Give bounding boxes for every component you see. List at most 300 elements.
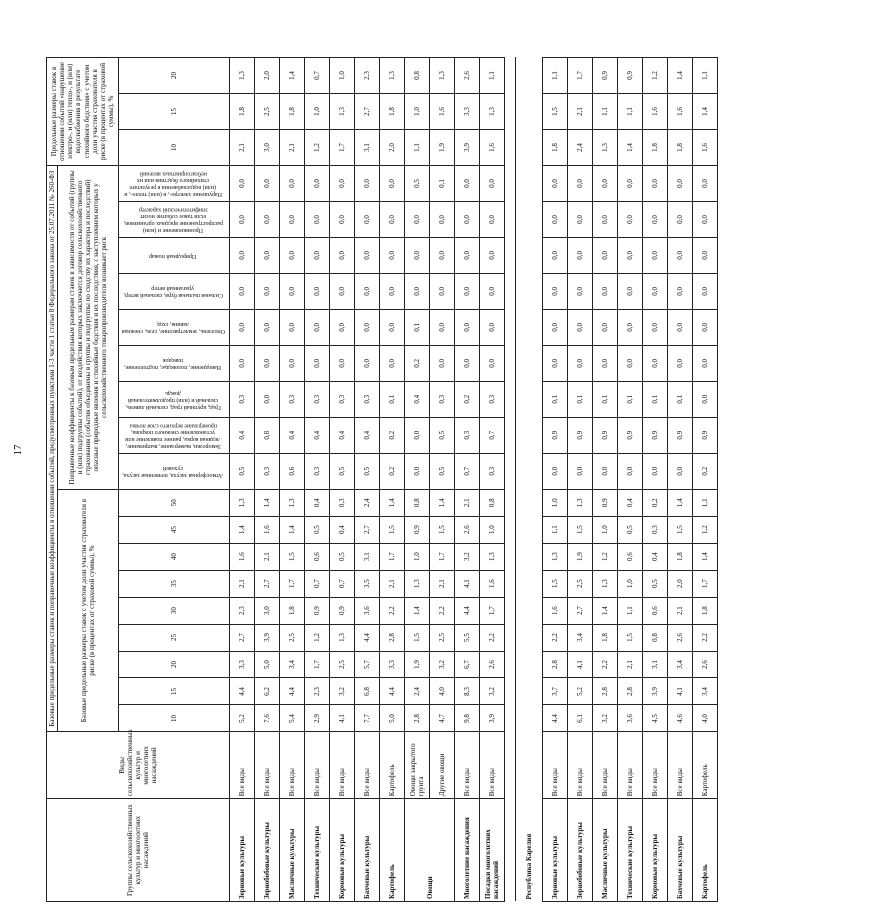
base-rate-cell: 0,7 (305, 570, 330, 597)
crop-group: Картофель (693, 799, 718, 902)
coef-cell: 0,0 (405, 417, 430, 453)
coef-cell: 0,0 (480, 309, 505, 345)
right-rate-cell: 1,1 (405, 130, 430, 166)
base-rate-cell: 2,8 (380, 624, 405, 651)
crop-group: Технические культуры (305, 799, 330, 902)
coef-cell: 0,0 (455, 166, 480, 202)
coef-cell: 0,0 (230, 345, 255, 381)
crop-kind: Все виды (455, 732, 480, 799)
header-coef-col (119, 453, 230, 489)
right-rate-cell: 1,7 (568, 58, 593, 94)
base-rate-cell: 1,5 (618, 624, 643, 651)
base-rate-cell: 2,8 (618, 678, 643, 705)
base-rate-cell: 1,2 (593, 543, 618, 570)
crop-group: Зерновые культуры (230, 799, 255, 902)
base-rate-cell: 1,2 (305, 624, 330, 651)
right-rate-cell: 3,9 (455, 130, 480, 166)
right-rate-cell: 1,8 (380, 94, 405, 130)
base-rate-cell: 0,3 (330, 489, 355, 516)
coef-cell: 0,0 (280, 273, 305, 309)
coef-cell: 0,0 (430, 345, 455, 381)
crop-kind: Все виды (480, 732, 505, 799)
base-rate-cell: 4,1 (455, 570, 480, 597)
table-row (480, 58, 505, 902)
coef-cell: 0,0 (430, 201, 455, 237)
crop-kind: Все виды (230, 732, 255, 799)
coef-cell: 0,0 (593, 309, 618, 345)
base-rate-cell: 0,9 (330, 597, 355, 624)
base-rate-cell: 2,1 (230, 570, 255, 597)
header-coef-col (119, 345, 230, 381)
crop-group: Посадки многолетних насаждений (480, 799, 505, 902)
base-rate-cell: 4,4 (230, 678, 255, 705)
right-rate-cell: 2,0 (255, 58, 280, 94)
base-rate-cell: 3,9 (255, 624, 280, 651)
table-row (330, 58, 355, 902)
header-coef-col (119, 237, 230, 273)
coef-cell: 0,2 (405, 345, 430, 381)
base-rate-cell: 2,1 (668, 597, 693, 624)
right-rate-cell: 1,7 (330, 130, 355, 166)
coef-cell: 0,0 (668, 309, 693, 345)
crop-kind: Другие овощи (430, 732, 455, 799)
coef-cell: 0,0 (330, 201, 355, 237)
crop-kind: Картофель (693, 732, 718, 799)
right-rate-cell: 1,4 (280, 58, 305, 94)
base-rate-cell: 0,9 (593, 489, 618, 516)
base-rate-cell: 2,6 (693, 651, 718, 678)
coef-cell: 0,0 (255, 273, 280, 309)
coef-cell: 0,0 (480, 166, 505, 202)
header-share-50: 50 (119, 489, 230, 516)
coef-cell: 0,0 (568, 237, 593, 273)
coef-cell: 0,9 (618, 417, 643, 453)
coef-cell: 0,0 (543, 453, 568, 489)
base-rate-cell: 1,3 (330, 624, 355, 651)
base-rate-cell: 1,7 (280, 570, 305, 597)
base-rate-cell: 0,6 (305, 543, 330, 570)
right-rate-cell: 1,1 (543, 58, 568, 94)
base-rate-cell: 2,8 (405, 705, 430, 732)
right-rate-cell: 1,3 (380, 58, 405, 94)
crop-kind: Все виды (255, 732, 280, 799)
coef-cell: 0,0 (643, 237, 668, 273)
coef-cell: 0,7 (455, 453, 480, 489)
coef-cell: 0,0 (330, 309, 355, 345)
base-rate-cell: 0,8 (405, 489, 430, 516)
coef-cell: 0,0 (668, 345, 693, 381)
header-share-25: 25 (119, 624, 230, 651)
right-rate-cell: 1,4 (693, 94, 718, 130)
base-rate-cell: 1,5 (668, 516, 693, 543)
coef-cell: 0,0 (380, 201, 405, 237)
base-rate-cell: 3,3 (230, 651, 255, 678)
header-coef-col-label: Заморозки, вымерзание, выпревание, ледяная корка, раннее появление или установление снежного покрова, промерзание верхнего слоя почвы (125, 422, 221, 450)
header-coef-col (119, 417, 230, 453)
coef-cell: 0,0 (643, 201, 668, 237)
base-rate-cell: 0,3 (643, 516, 668, 543)
coef-cell: 0,3 (430, 381, 455, 417)
coef-cell: 0,0 (380, 166, 405, 202)
coef-cell: 0,0 (618, 166, 643, 202)
coef-cell: 0,0 (480, 345, 505, 381)
coef-cell: 0,0 (230, 201, 255, 237)
base-rate-cell: 3,2 (593, 705, 618, 732)
right-rate-cell: 1,6 (693, 130, 718, 166)
coef-cell: 0,0 (618, 201, 643, 237)
base-rate-cell: 2,2 (543, 624, 568, 651)
base-rate-cell: 4,0 (693, 705, 718, 732)
base-rate-cell: 1,4 (668, 489, 693, 516)
table-row (405, 58, 430, 902)
base-rate-cell: 3,7 (543, 678, 568, 705)
coef-cell: 0,0 (430, 309, 455, 345)
right-rate-cell: 1,3 (480, 94, 505, 130)
coef-cell: 0,6 (280, 453, 305, 489)
base-rate-cell: 1,1 (693, 489, 718, 516)
crop-kind: Все виды (543, 732, 568, 799)
coef-cell: 0,1 (668, 381, 693, 417)
right-rate-cell: 2,6 (455, 58, 480, 94)
base-rate-cell: 4,4 (355, 624, 380, 651)
coef-cell: 0,0 (643, 345, 668, 381)
coef-cell: 0,0 (455, 201, 480, 237)
coef-cell: 0,0 (480, 273, 505, 309)
crop-group: Зерновые культуры (543, 799, 568, 902)
header-coef-col-label: Нарушение электро-, и (или) тепло-, и (или) водоснабжения в результате стихийного бедствия или их неблагоприятных явлений (124, 170, 222, 198)
coef-cell: 0,0 (455, 345, 480, 381)
base-rate-cell: 1,8 (280, 597, 305, 624)
base-rate-cell: 1,5 (380, 516, 405, 543)
base-rate-cell: 2,3 (230, 597, 255, 624)
crop-group: Картофель (380, 799, 405, 902)
coef-cell: 0,0 (593, 237, 618, 273)
table-row (643, 58, 668, 902)
coef-cell: 0,0 (643, 166, 668, 202)
base-rate-cell: 1,0 (480, 516, 505, 543)
table-row (593, 58, 618, 902)
coef-cell: 0,9 (693, 417, 718, 453)
base-rate-cell: 2,6 (480, 651, 505, 678)
coef-cell: 0,5 (430, 417, 455, 453)
base-rate-cell: 1,0 (405, 543, 430, 570)
base-rate-cell: 1,5 (543, 570, 568, 597)
coef-cell: 0,0 (330, 166, 355, 202)
coef-cell: 0,0 (618, 309, 643, 345)
coef-cell: 0,1 (618, 381, 643, 417)
base-rate-cell: 1,7 (430, 543, 455, 570)
right-rate-cell: 0,9 (593, 58, 618, 94)
base-rate-cell: 1,4 (230, 516, 255, 543)
base-rate-cell: 1,6 (480, 570, 505, 597)
rates-table (46, 57, 718, 902)
coef-cell: 0,4 (405, 381, 430, 417)
base-rate-cell: 1,0 (618, 570, 643, 597)
crop-kind: Все виды (568, 732, 593, 799)
base-rate-cell: 2,2 (480, 624, 505, 651)
coef-cell: 0,3 (330, 381, 355, 417)
coef-cell: 0,2 (693, 453, 718, 489)
coef-cell: 0,0 (255, 201, 280, 237)
coef-cell: 0,0 (455, 309, 480, 345)
table-row (568, 58, 593, 902)
base-rate-cell: 4,4 (380, 678, 405, 705)
header-share-45: 45 (119, 516, 230, 543)
right-rate-cell: 1,9 (430, 130, 455, 166)
base-rate-cell: 1,1 (543, 516, 568, 543)
base-rate-cell: 4,1 (668, 678, 693, 705)
base-rate-cell: 6,7 (455, 651, 480, 678)
base-rate-cell: 2,8 (543, 651, 568, 678)
coef-cell: 0,0 (330, 237, 355, 273)
base-rate-cell: 1,5 (405, 624, 430, 651)
header-right: Предельные размеры ставок в отношении событий «нарушение электро-, и (или) тепло-, и (или) водоснабжения в результате стихийного бедствия» с учетом доли участия страхователя в риске (в процентах от страховой суммы), % (47, 58, 119, 166)
crop-kind: Все виды (305, 732, 330, 799)
header-coef-col (119, 381, 230, 417)
coef-cell: 0,1 (405, 309, 430, 345)
right-rate-cell: 3,1 (355, 130, 380, 166)
base-rate-cell: 3,3 (380, 651, 405, 678)
coef-cell: 0,5 (230, 453, 255, 489)
header-coef-col-label: Природный пожар (149, 252, 197, 259)
base-rate-cell: 0,5 (305, 516, 330, 543)
base-rate-cell: 5,2 (568, 678, 593, 705)
header-coef-col-label: Сильная пыльная буря, сильный ветер, ураганный ветер (123, 285, 223, 299)
coef-cell: 0,0 (693, 201, 718, 237)
coef-cell: 0,0 (230, 166, 255, 202)
base-rate-cell: 2,1 (430, 570, 455, 597)
table-row (618, 58, 643, 902)
coef-cell: 0,0 (568, 166, 593, 202)
header-share-40: 40 (119, 543, 230, 570)
header-share-30: 30 (119, 597, 230, 624)
coef-cell: 0,0 (380, 273, 405, 309)
header-coef-col (119, 309, 230, 345)
base-rate-cell: 7,6 (255, 705, 280, 732)
crop-kind: Все виды (618, 732, 643, 799)
base-rate-cell: 3,2 (430, 651, 455, 678)
base-rate-cell: 1,4 (593, 597, 618, 624)
right-rate-cell: 2,1 (280, 130, 305, 166)
crop-group: Зернобобовые культуры (568, 799, 593, 902)
right-rate-cell: 1,0 (405, 94, 430, 130)
base-rate-cell: 0,5 (618, 516, 643, 543)
coef-cell: 0,1 (643, 381, 668, 417)
coef-cell: 0,0 (455, 273, 480, 309)
base-rate-cell: 2,1 (618, 651, 643, 678)
base-rate-cell: 1,9 (405, 651, 430, 678)
base-rate-cell: 1,4 (430, 489, 455, 516)
base-rate-cell: 2,6 (455, 516, 480, 543)
base-rate-cell: 2,1 (380, 570, 405, 597)
rotated-table-container (46, 57, 710, 902)
right-rate-cell: 1,1 (480, 58, 505, 94)
crop-group: Зернобобовые культуры (255, 799, 280, 902)
coef-cell: 0,4 (280, 417, 305, 453)
coef-cell: 0,3 (480, 453, 505, 489)
base-rate-cell: 2,8 (593, 678, 618, 705)
coef-cell: 0,0 (693, 345, 718, 381)
right-rate-cell: 1,3 (230, 58, 255, 94)
base-rate-cell: 9,8 (455, 705, 480, 732)
coef-cell: 0,4 (305, 417, 330, 453)
base-rate-cell: 6,1 (568, 705, 593, 732)
right-rate-cell: 2,1 (230, 130, 255, 166)
base-rate-cell: 5,7 (355, 651, 380, 678)
coef-cell: 0,9 (668, 417, 693, 453)
base-rate-cell: 2,3 (305, 678, 330, 705)
coef-cell: 0,4 (330, 417, 355, 453)
crop-group: Бахчевые культуры (355, 799, 380, 902)
base-rate-cell: 3,4 (568, 624, 593, 651)
coef-cell: 0,3 (455, 417, 480, 453)
coef-cell: 0,0 (305, 273, 330, 309)
base-rate-cell: 1,7 (380, 543, 405, 570)
coef-cell: 0,0 (618, 237, 643, 273)
header-group: Группы сельскохозяйственных культур и многолетних насаждений (47, 799, 230, 902)
right-rate-cell: 0,7 (305, 58, 330, 94)
header-share-20: 20 (119, 651, 230, 678)
base-rate-cell: 2,5 (280, 624, 305, 651)
coef-cell: 0,0 (305, 166, 330, 202)
coef-cell: 0,5 (405, 166, 430, 202)
table-row (280, 58, 305, 902)
section-title: Республика Карелия (516, 58, 543, 902)
base-rate-cell: 6,8 (355, 678, 380, 705)
base-rate-cell: 0,8 (643, 624, 668, 651)
coef-cell: 0,4 (355, 417, 380, 453)
base-rate-cell: 0,9 (405, 516, 430, 543)
base-rate-cell: 1,7 (480, 597, 505, 624)
base-rate-cell: 3,6 (618, 705, 643, 732)
coef-cell: 0,1 (593, 381, 618, 417)
right-rate-cell: 2,4 (568, 130, 593, 166)
coef-cell: 0,0 (668, 237, 693, 273)
base-rate-cell: 0,8 (480, 489, 505, 516)
coef-cell: 0,0 (593, 166, 618, 202)
base-rate-cell: 2,7 (568, 597, 593, 624)
right-rate-cell: 2,1 (568, 94, 593, 130)
coef-cell: 0,0 (355, 237, 380, 273)
base-rate-cell: 0,5 (330, 543, 355, 570)
base-rate-cell: 5,0 (255, 651, 280, 678)
base-rate-cell: 3,2 (480, 678, 505, 705)
coef-cell: 0,0 (280, 166, 305, 202)
coef-cell: 0,0 (305, 237, 330, 273)
coef-cell: 0,0 (355, 273, 380, 309)
base-rate-cell: 0,4 (330, 516, 355, 543)
coef-cell: 0,0 (480, 237, 505, 273)
base-rate-cell: 0,4 (305, 489, 330, 516)
coef-cell: 0,9 (543, 417, 568, 453)
coef-cell: 0,0 (380, 345, 405, 381)
base-rate-cell: 2,9 (305, 705, 330, 732)
header-base: Базовые предельные размеры ставок и поправочные коэффициенты в отношении событий, предусмотренных пунктами 1-3 части 1 статьи 8 Федерального закона от 25.07.2011 № 260-ФЗ (47, 166, 58, 732)
coef-cell: 0,0 (593, 201, 618, 237)
header-coef-col (119, 166, 230, 202)
right-rate-cell: 1,1 (693, 58, 718, 94)
coef-cell: 0,0 (280, 201, 305, 237)
right-rate-cell: 1,8 (543, 130, 568, 166)
coef-cell: 0,4 (230, 417, 255, 453)
coef-cell: 0,0 (668, 166, 693, 202)
right-rate-cell: 1,3 (593, 130, 618, 166)
header-right-share-15: 15 (119, 94, 230, 130)
base-rate-cell: 0,4 (643, 543, 668, 570)
base-rate-cell: 2,5 (568, 570, 593, 597)
header-coef-subtitle: опасные природные явления и стихийные бедствия и их последствия, с наступлением которых у сельскохозяйственного товаропроизводителя возникает риск (92, 183, 109, 472)
base-rate-cell: 1,6 (230, 543, 255, 570)
coef-cell: 0,0 (255, 237, 280, 273)
base-rate-cell: 0,7 (330, 570, 355, 597)
base-rate-cell: 4,4 (543, 705, 568, 732)
base-rate-cell: 3,2 (330, 678, 355, 705)
header-base-rates: Базовые предельные размеры ставок с учетом доли участия страхователя в риске (в процентах от страховой суммы), % (58, 489, 119, 732)
base-rate-cell: 2,1 (255, 543, 280, 570)
base-rate-cell: 4,0 (430, 678, 455, 705)
base-rate-cell: 3,9 (643, 678, 668, 705)
right-rate-cell: 1,8 (230, 94, 255, 130)
base-rate-cell: 1,8 (668, 543, 693, 570)
base-rate-cell: 0,6 (643, 597, 668, 624)
coef-cell: 0,0 (305, 201, 330, 237)
coef-cell: 0,1 (430, 166, 455, 202)
base-rate-cell: 1,7 (693, 570, 718, 597)
table-row (430, 58, 455, 902)
crop-kind: Все виды (280, 732, 305, 799)
base-rate-cell: 2,4 (405, 678, 430, 705)
base-rate-cell: 3,4 (693, 678, 718, 705)
base-rate-cell: 1,1 (618, 597, 643, 624)
base-rate-cell: 3,5 (355, 570, 380, 597)
table-row (693, 58, 718, 902)
base-rate-cell: 1,4 (693, 543, 718, 570)
coef-cell: 0,0 (355, 166, 380, 202)
base-rate-cell: 2,7 (355, 516, 380, 543)
coef-cell: 0,0 (455, 237, 480, 273)
base-rate-cell: 1,4 (405, 597, 430, 624)
crop-group: Овощи (405, 799, 455, 902)
coef-cell: 0,0 (280, 237, 305, 273)
right-rate-cell: 1,6 (480, 130, 505, 166)
base-rate-cell: 4,1 (330, 705, 355, 732)
base-rate-cell: 4,6 (668, 705, 693, 732)
coef-cell: 0,7 (480, 417, 505, 453)
base-rate-cell: 1,3 (593, 570, 618, 597)
coef-cell: 0,0 (255, 381, 280, 417)
page-number: 17 (12, 444, 24, 456)
coef-cell: 0,0 (693, 237, 718, 273)
table-row (668, 58, 693, 902)
right-rate-cell: 2,3 (355, 58, 380, 94)
coef-cell: 0,0 (380, 309, 405, 345)
base-rate-cell: 5,0 (380, 705, 405, 732)
header-coef-col-label: Атмосферная засуха, почвенная засуха, суховей (122, 465, 224, 479)
coef-cell: 0,0 (305, 309, 330, 345)
table-row (455, 58, 480, 902)
base-rate-cell: 0,6 (618, 543, 643, 570)
base-rate-cell: 3,1 (355, 543, 380, 570)
crop-group: Кормовые культуры (643, 799, 668, 902)
base-rate-cell: 1,3 (568, 489, 593, 516)
coef-cell: 0,0 (355, 345, 380, 381)
header-coef-title: Поправочные коэффициенты к базовым предельным размерам ставок в зависимости от событий (группы и (или) подгруппы событий), от воздействия которых заключается договор сельскохозяйственного страхования (события объединены в группы и подгруппы по сходству их характера и последствий) (67, 170, 93, 485)
right-rate-cell: 3,3 (455, 94, 480, 130)
coef-cell: 0,0 (593, 453, 618, 489)
coef-cell: 0,0 (380, 237, 405, 273)
right-rate-cell: 1,2 (643, 58, 668, 94)
base-rate-cell: 1,2 (693, 516, 718, 543)
